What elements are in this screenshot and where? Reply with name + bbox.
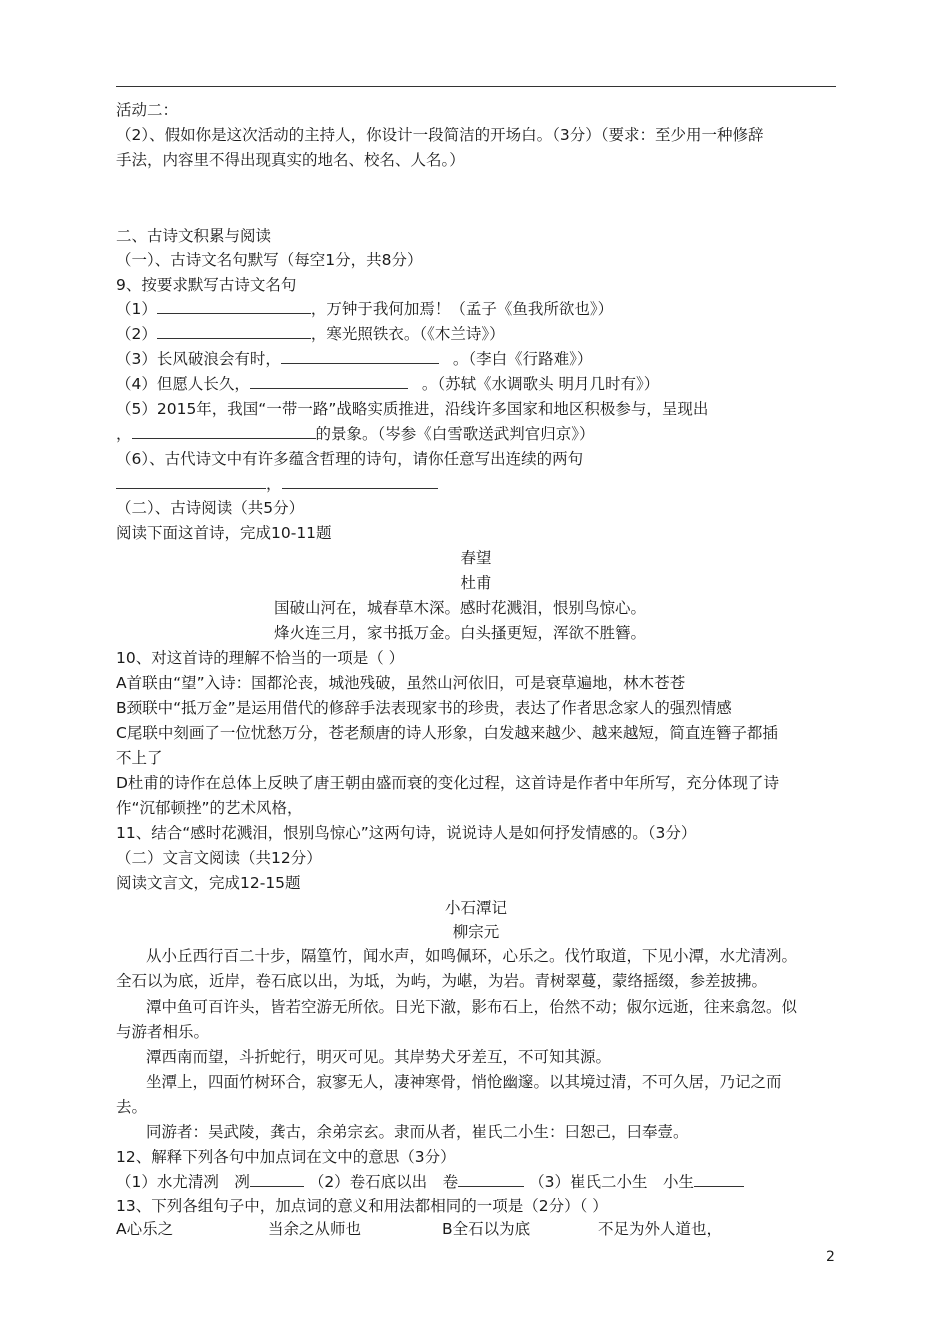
question-12-items xyxy=(116,1172,840,1192)
fill-3-suffix: 。（李白《行路难》） xyxy=(452,350,593,368)
option-d-line1: D杜甫的诗作在总体上反映了唐王朝由盛而衰的变化过程，这首诗是作者中年所写，充分体现了诗 xyxy=(116,774,779,792)
q12-blank-2[interactable] xyxy=(458,1172,524,1187)
fill-6-separator: ， xyxy=(266,475,282,493)
fill-3 xyxy=(116,349,840,369)
question-9: 9、按要求默写古诗文名句 xyxy=(116,276,297,294)
option-b: B颈联中“抵万金”是运用借代的修辞手法表现家书的珍贵，表达了作者思念家人的强烈情感 xyxy=(116,699,732,717)
classical-title: 小石潭记 xyxy=(444,899,507,917)
classical-author: 柳宗元 xyxy=(452,923,500,941)
classical-p4-line1: 坐潭上，四面竹树环合，寂寥无人，凄神寒骨，悄怆幽邃。以其境过清，不可久居，乃记之而 xyxy=(146,1073,782,1091)
activity2-heading: 活动二： xyxy=(116,101,179,119)
fill-5-line2 xyxy=(116,424,840,444)
fill-3-blank[interactable] xyxy=(281,349,439,364)
fill-4-prefix: （4）但愿人长久， xyxy=(116,375,250,393)
classical-p2-line2: 与游者相乐。 xyxy=(116,1023,210,1041)
poem-intro: 阅读下面这首诗，完成10-11题 xyxy=(116,524,332,542)
poem-title: 春望 xyxy=(460,549,492,567)
fill-3-prefix: （3）长风破浪会有时， xyxy=(116,350,281,368)
fill-2 xyxy=(116,324,840,344)
section2-heading: 二、古诗文积累与阅读 xyxy=(116,227,272,245)
fill-5-line1: （5）2015年，我国“一带一路”战略实质推进，沿线许多国家和地区积极参与，呈现出 xyxy=(116,400,709,418)
fill-2-prefix: （2） xyxy=(116,325,157,343)
classical-p2-line1: 潭中鱼可百许头，皆若空游无所依。日光下澈，影布石上，佁然不动；俶尔远逝，往来翕忽。似 xyxy=(146,998,798,1016)
poem-section-heading: （二）、古诗阅读（共5分） xyxy=(116,499,305,517)
fill-1-suffix: ，万钟于我何加焉！（孟子《鱼我所欲也》） xyxy=(310,300,614,318)
fill-6-blank-2[interactable] xyxy=(282,474,438,489)
classical-heading: （二）文言文阅读（共12分） xyxy=(116,849,322,867)
q12-item-3: （3）崔氏二小生 小生 xyxy=(529,1173,694,1191)
section2-sub1: （一）、古诗文名句默写（每空1分，共8分） xyxy=(116,251,423,269)
fill-1-blank[interactable] xyxy=(157,299,311,314)
fill-4 xyxy=(116,374,840,394)
question-13: 13、下列各组句子中，加点词的意义和用法都相同的一项是（2分）（ ） xyxy=(116,1197,608,1215)
fill-5-prefix: ， xyxy=(116,425,132,443)
classical-p4-line2: 去。 xyxy=(116,1098,148,1116)
fill-2-suffix: ，寒光照铁衣。（《木兰诗》） xyxy=(310,325,505,343)
q12-blank-1[interactable] xyxy=(250,1172,304,1187)
header-rule xyxy=(116,86,836,87)
fill-4-blank[interactable] xyxy=(250,374,408,389)
fill-1 xyxy=(116,299,840,319)
option-c-line2: 不上了 xyxy=(116,749,163,767)
q13-option-a-2: 当余之从师也 xyxy=(268,1220,362,1238)
option-c-line1: C尾联中刻画了一位忧愁万分，苍老颓唐的诗人形象，白发越来越少、越来越短，简直连簪子都插 xyxy=(116,724,778,742)
activity2-question-line2: 手法，内容里不得出现真实的地名、校名、人名。） xyxy=(116,151,465,169)
q12-item-2: （2）卷石底以出 卷 xyxy=(308,1173,459,1191)
classical-p3: 潭西南而望，斗折蛇行，明灭可见。其岸势犬牙差互，不可知其源。 xyxy=(146,1048,612,1066)
activity2-question-line1: （2）、假如你是这次活动的主持人，你设计一段简洁的开场白。（3分）（要求：至少用一种修辞 xyxy=(116,126,764,144)
classical-intro: 阅读文言文，完成12-15题 xyxy=(116,874,301,892)
fill-6-blank-1[interactable] xyxy=(116,474,266,489)
fill-6: （6）、古代诗文中有许多蕴含哲理的诗句，请你任意写出连续的两句 xyxy=(116,450,584,468)
fill-5-suffix: 的景象。（岑参《白雪歌送武判官归京》） xyxy=(315,425,595,443)
poem-author: 杜甫 xyxy=(460,574,492,592)
classical-p1-line2: 全石以为底，近岸，卷石底以出，为坻，为屿，为嵁，为岩。青树翠蔓，蒙络摇缀，参差披拂。 xyxy=(116,972,768,990)
fill-2-blank[interactable] xyxy=(157,324,311,339)
question-12: 12、解释下列各句中加点词在文中的意思（3分） xyxy=(116,1148,456,1166)
q12-blank-3[interactable] xyxy=(694,1172,744,1187)
classical-p5: 同游者：吴武陵，龚古，余弟宗玄。隶而从者，崔氏二小生：曰恕己，曰奉壹。 xyxy=(146,1123,689,1141)
q12-item-1: （1）水尤清冽 冽 xyxy=(116,1173,250,1191)
question-10: 10、对这首诗的理解不恰当的一项是（ ） xyxy=(116,649,405,667)
option-d-line2: 作“沉郁顿挫”的艺术风格， xyxy=(116,799,303,817)
fill-1-prefix: （1） xyxy=(116,300,157,318)
fill-5-blank[interactable] xyxy=(132,424,316,439)
classical-p1-line1: 从小丘西行百二十步，隔篁竹，闻水声，如鸣佩环，心乐之。伐竹取道，下见小潭，水尤清冽。 xyxy=(146,947,798,965)
fill-4-suffix: 。（苏轼《水调歌头 明月几时有》） xyxy=(421,375,660,393)
question-11: 11、结合“感时花溅泪，恨别鸟惊心”这两句诗，说说诗人是如何抒发情感的。（3分） xyxy=(116,824,697,842)
q13-option-b-1: B全石以为底 xyxy=(442,1220,531,1238)
fill-6-blanks xyxy=(116,474,840,494)
q13-option-b-2: 不足为外人道也， xyxy=(598,1220,723,1238)
poem-line-2: 烽火连三月，家书抵万金。白头搔更短，浑欲不胜簪。 xyxy=(274,624,647,642)
page-number: 2 xyxy=(826,1249,835,1265)
poem-line-1: 国破山河在，城春草木深。感时花溅泪，恨别鸟惊心。 xyxy=(274,599,647,617)
q13-option-a-1: A心乐之 xyxy=(116,1220,174,1238)
option-a: A首联由“望”入诗：国都沦丧，城池残破，虽然山河依旧，可是衰草遍地，林木苍苍 xyxy=(116,674,686,692)
